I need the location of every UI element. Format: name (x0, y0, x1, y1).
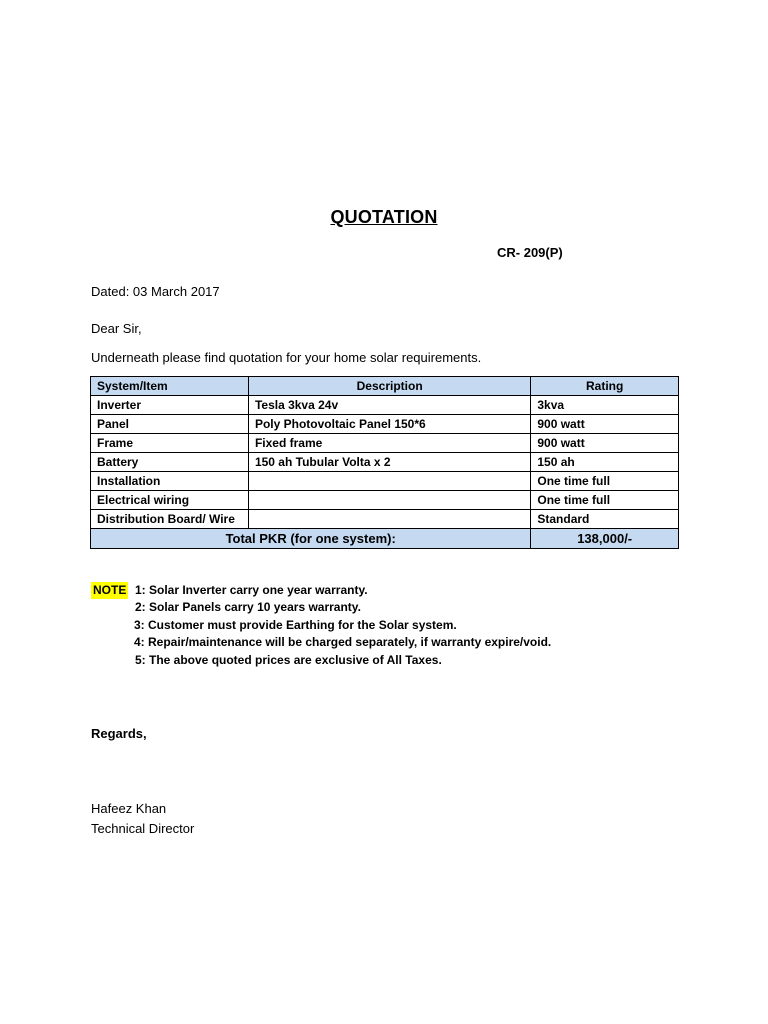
cell-description (248, 491, 530, 510)
cell-rating: 900 watt (531, 415, 679, 434)
salutation: Dear Sir, (91, 321, 142, 336)
cell-rating: Standard (531, 510, 679, 529)
cell-item: Electrical wiring (91, 491, 249, 510)
cell-rating: 150 ah (531, 453, 679, 472)
reference-number: CR- 209(P) (497, 245, 563, 260)
table-header-row (91, 377, 679, 396)
table-row (91, 434, 679, 453)
header-description: Description (248, 377, 530, 396)
cell-rating: 900 watt (531, 434, 679, 453)
cell-rating: One time full (531, 472, 679, 491)
cell-item: Installation (91, 472, 249, 491)
table-row (91, 453, 679, 472)
closing-regards: Regards, (91, 726, 147, 741)
intro-paragraph: Underneath please find quotation for your home solar requirements. (91, 350, 482, 365)
note-item: 3: Customer must provide Earthing for the Solar system. (134, 618, 457, 632)
cell-rating: One time full (531, 491, 679, 510)
cell-description: 150 ah Tubular Volta x 2 (248, 453, 530, 472)
note-item: 5: The above quoted prices are exclusive of All Taxes. (135, 653, 442, 667)
note-label: NOTE (93, 583, 127, 597)
quotation-table (90, 376, 679, 549)
header-rating: Rating (531, 377, 679, 396)
cell-description (248, 472, 530, 491)
cell-description: Poly Photovoltaic Panel 150*6 (248, 415, 530, 434)
note-item: 2: Solar Panels carry 10 years warranty. (135, 600, 361, 614)
note-item: 1: Solar Inverter carry one year warranty. (135, 583, 368, 597)
total-label: Total PKR (for one system): (91, 529, 531, 549)
note-item: 4: Repair/maintenance will be charged separately, if warranty expire/void. (134, 635, 552, 649)
cell-item: Inverter (91, 396, 249, 415)
table-row (91, 491, 679, 510)
document-date: Dated: 03 March 2017 (91, 284, 220, 299)
document-title: QUOTATION (330, 207, 438, 227)
cell-item: Distribution Board/ Wire (91, 510, 249, 529)
signatory-name: Hafeez Khan (91, 801, 167, 816)
table-row (91, 472, 679, 491)
cell-rating: 3kva (531, 396, 679, 415)
cell-item: Battery (91, 453, 249, 472)
cell-item: Frame (91, 434, 249, 453)
table-row (91, 510, 679, 529)
signatory-title: Technical Director (91, 821, 195, 836)
cell-description: Tesla 3kva 24v (248, 396, 530, 415)
cell-item: Panel (91, 415, 249, 434)
total-value: 138,000/- (531, 529, 679, 549)
cell-description: Fixed frame (248, 434, 530, 453)
cell-description (248, 510, 530, 529)
table-row (91, 396, 679, 415)
table-row (91, 415, 679, 434)
header-system-item: System/Item (91, 377, 249, 396)
total-row (91, 529, 679, 549)
